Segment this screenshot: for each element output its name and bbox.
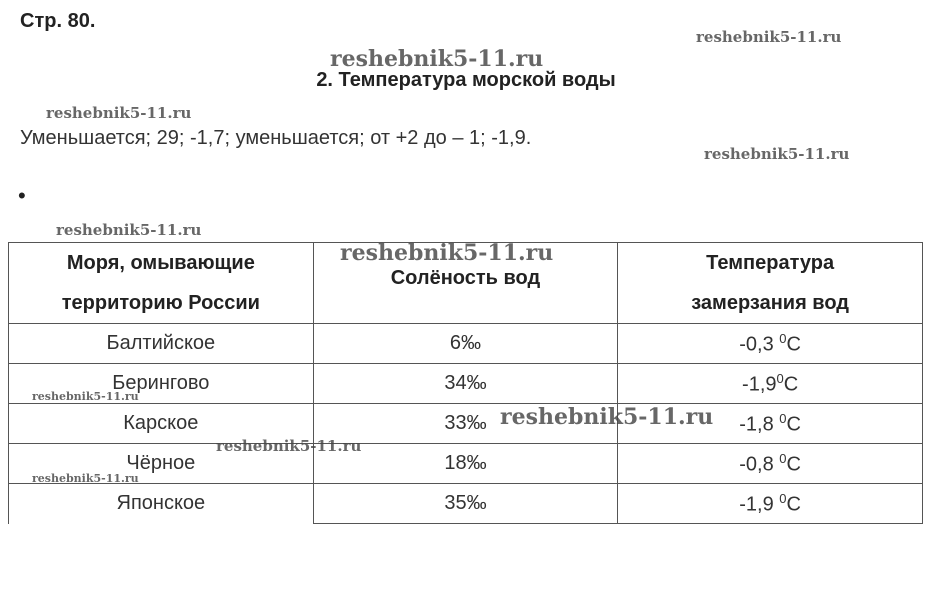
sea-name: Карское <box>9 404 314 444</box>
temp-value: -1,8 <box>739 413 774 436</box>
degree-mark: 0 <box>776 370 784 386</box>
table-row <box>9 404 923 444</box>
header-seas <box>9 243 314 324</box>
temp-unit: C <box>786 413 801 436</box>
sea-name: Балтийское <box>9 324 314 364</box>
watermark: reshebnik5-11.ru <box>500 404 714 430</box>
seas-table <box>8 242 923 524</box>
section-title-text: 2. Температура морской воды <box>316 69 616 91</box>
table-row <box>9 324 923 364</box>
temp-value: -1,9 <box>742 373 777 396</box>
header-salinity: Солёность вод <box>313 243 618 324</box>
degree-mark: 0 <box>779 410 787 426</box>
freezing-temp <box>618 324 923 364</box>
temp-unit: C <box>786 453 801 476</box>
salinity-value: 6‰ <box>313 324 618 364</box>
table-row <box>9 444 923 484</box>
degree-mark: 0 <box>779 490 787 506</box>
salinity-value: 35‰ <box>313 484 618 524</box>
freezing-temp <box>618 484 923 524</box>
page-reference: Стр. 80. <box>20 10 96 32</box>
sea-name: Берингово <box>9 364 314 404</box>
header-freezing-temp <box>618 243 923 324</box>
header-temp-line1: Температура <box>706 252 835 274</box>
temp-unit: C <box>786 493 801 516</box>
watermark: reshebnik5-11.ru <box>704 145 850 163</box>
temp-unit: C <box>783 373 799 396</box>
bullet-marker: • <box>18 183 26 208</box>
degree-mark: 0 <box>779 330 787 346</box>
sea-name: Японское <box>9 484 314 524</box>
sea-name: Чёрное <box>9 444 314 484</box>
watermark: reshebnik5-11.ru <box>696 28 842 46</box>
header-seas-line2: территорию России <box>61 292 260 314</box>
section-title <box>0 69 934 92</box>
table-row <box>9 364 923 404</box>
header-temp-line2: замерзания вод <box>691 292 849 314</box>
temp-value: -0,3 <box>739 333 774 356</box>
watermark: reshebnik5-11.ru <box>56 221 202 239</box>
temp-value: -1,9 <box>739 493 774 516</box>
temp-value: -0,8 <box>739 453 774 476</box>
salinity-value: 34‰ <box>313 364 618 404</box>
salinity-value: 33‰ <box>313 404 618 444</box>
degree-mark: 0 <box>779 450 787 466</box>
answer-text: Уменьшается; 29; -1,7; уменьшается; от +2 до – 1; -1,9. <box>20 127 532 149</box>
freezing-temp <box>618 364 923 404</box>
watermark: reshebnik5-11.ru <box>340 240 554 266</box>
watermark: reshebnik5-11.ru <box>46 104 192 122</box>
watermark: reshebnik5-11.ru <box>32 390 139 403</box>
watermark: reshebnik5-11.ru <box>216 437 362 455</box>
salinity-value: 18‰ <box>313 444 618 484</box>
header-seas-line1: Моря, омывающие <box>66 252 255 274</box>
watermark: reshebnik5-11.ru <box>330 46 544 72</box>
temp-unit: C <box>786 333 801 356</box>
freezing-temp <box>618 444 923 484</box>
table-row <box>9 484 923 524</box>
watermark: reshebnik5-11.ru <box>32 472 139 485</box>
